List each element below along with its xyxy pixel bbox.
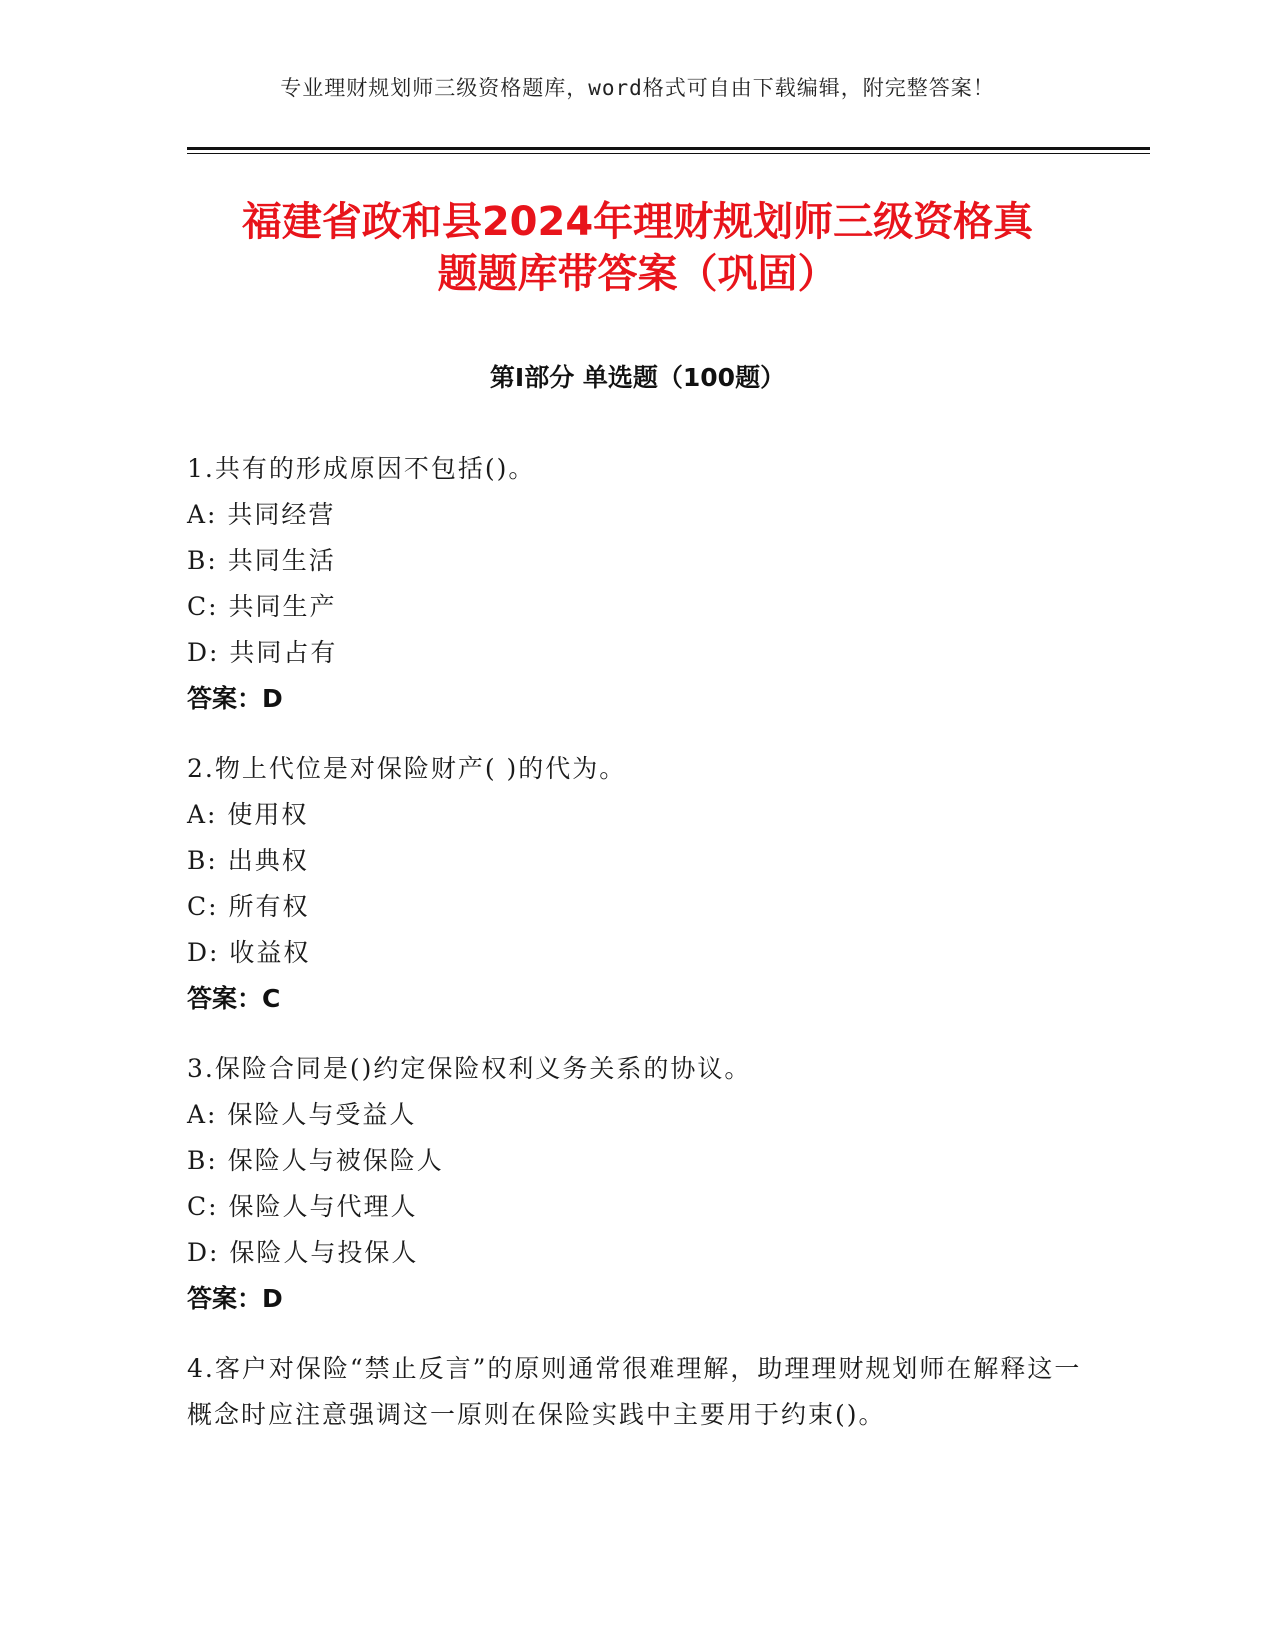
header-rule [187, 147, 1150, 150]
question-4 [187, 1346, 1087, 1438]
option-a: A: 保险人与受益人 [187, 1100, 417, 1129]
option-c: C: 共同生产 [187, 592, 337, 621]
option-a: A: 共同经营 [187, 500, 336, 529]
header-note: 专业理财规划师三级资格题库，word格式可自由下载编辑，附完整答案！ [280, 76, 995, 100]
option-d: D: 保险人与投保人 [187, 1238, 419, 1267]
option-c: C: 所有权 [187, 892, 310, 921]
question-stem: 1.共有的形成原因不包括()。 [187, 454, 536, 483]
question-1 [187, 446, 1087, 722]
option-b: B: 保险人与被保险人 [187, 1146, 444, 1175]
question-stem: 2.物上代位是对保险财产( )的代为。 [187, 754, 627, 783]
question-2 [187, 746, 1087, 1022]
option-b: B: 出典权 [187, 846, 309, 875]
option-b: B: 共同生活 [187, 546, 336, 575]
question-3 [187, 1046, 1087, 1322]
option-c: C: 保险人与代理人 [187, 1192, 418, 1221]
document-title [0, 196, 1275, 300]
option-d: D: 收益权 [187, 938, 311, 967]
title-line-1: 福建省政和县2024年理财规划师三级资格真 [241, 199, 1034, 245]
answer: 答案：C [187, 984, 281, 1013]
question-list [187, 446, 1087, 1462]
question-stem: 4.客户对保险“禁止反言”的原则通常很难理解，助理理财规划师在解释这一概念时应注意强调这一原则在保险实践中主要用于约束()。 [187, 1354, 1082, 1429]
header-rule-thin [187, 153, 1150, 154]
section-title: 第Ⅰ部分 单选题（100题） [489, 363, 786, 392]
title-line-2: 题题库带答案（巩固） [437, 251, 838, 297]
question-stem: 3.保险合同是()约定保险权利义务关系的协议。 [187, 1054, 752, 1083]
answer: 答案：D [187, 684, 283, 713]
option-a: A: 使用权 [187, 800, 309, 829]
option-d: D: 共同占有 [187, 638, 338, 667]
answer: 答案：D [187, 1284, 283, 1313]
